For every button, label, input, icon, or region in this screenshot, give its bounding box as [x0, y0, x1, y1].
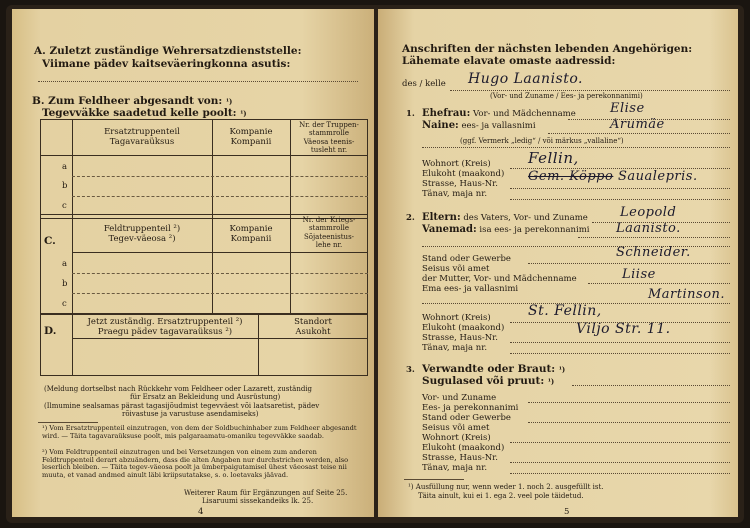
table-c-row-b: b — [62, 279, 68, 289]
s1-strasse-value: Gem. Köppo Saualepris. — [528, 169, 698, 184]
s2-tanav-label: Tänav, maja nr. — [422, 343, 488, 353]
s2-strasse-label: Strasse, Haus-Nr. — [422, 333, 498, 343]
section-2-value-1: Leopold — [620, 205, 677, 220]
s3-tanav-label: Tänav, maja nr. — [422, 463, 488, 473]
footnote-3: Weiterer Raum für Ergänzungen auf Seite 25. — [184, 489, 348, 497]
s3-strasse-label: Strasse, Haus-Nr. — [422, 453, 498, 463]
s3-seisus-label: Seisus või amet — [422, 423, 490, 433]
section-a-line — [38, 81, 358, 82]
table-b-col1: Ersatztruppenteil Tagavaraüksus — [104, 127, 180, 147]
section-2-et: Vanemad: isa ees- ja perekonnanimi — [422, 224, 590, 235]
footnote-1: ¹) Vom Ersatztruppenteil einzutragen, von dem der Soldbuchinhaber zum Feldheer abgesandt wird. — Täita tagavaraüksuse poolt, mis palgaraamatu-omaniku tegevväkke saadab. — [42, 424, 357, 440]
table-d-col1: Jetzt zuständig. Ersatztruppenteil ²) Praegu pädev tagavaraüksus ²) — [87, 317, 243, 337]
section-b-title-de: B. Zum Feldheer abgesandt von: ¹) — [32, 95, 233, 107]
section-1-value-2: Arumäe — [610, 117, 665, 132]
s2-seisus-label: Seisus või amet — [422, 264, 490, 274]
s2-strasse-value: Viljo Str. 11. — [576, 321, 671, 337]
des-kelle-label: des / kelle — [402, 79, 446, 89]
section-2-number: 2. — [406, 213, 415, 223]
s3-vorzu-label: Vor- und Zuname — [422, 393, 497, 403]
right-footnote-1: ¹) Ausfüllung nur, wenn weder 1. noch 2. ausgefüllt ist. — [408, 483, 604, 491]
s3-stand-label: Stand oder Gewerbe — [422, 413, 511, 423]
section-1-de: Ehefrau: Vor- und Mädchenname — [422, 108, 576, 119]
s2-stand-label: Stand oder Gewerbe — [422, 254, 511, 264]
s1-tanav-label: Tänav, maja nr. — [422, 189, 488, 199]
footnote-4: Lisaruumi sissekandeiks lk. 25. — [202, 497, 314, 505]
section-a-title-de: A. Zuletzt zuständige Wehrersatzdienststelle: — [34, 45, 302, 57]
section-b-title-et: Tegevväkke saadetud kelle poolt: ¹) — [42, 107, 247, 119]
page-number-left: 4 — [198, 507, 204, 517]
s2-wohnort-label: Wohnort (Kreis) — [422, 313, 491, 323]
s2-elukoht-label: Elukoht (maakond) — [422, 323, 505, 333]
table-b-row-c: c — [62, 201, 67, 211]
s2-mutter-value-1: Liise — [622, 267, 656, 282]
s3-wohnort-label: Wohnort (Kreis) — [422, 433, 491, 443]
table-c-col2: Kompanie Kompanii — [229, 224, 273, 244]
table-b-col2: Kompanie Kompanii — [229, 127, 273, 147]
s1-elukoht-label: Elukoht (maakond) — [422, 169, 505, 179]
s1-wohnort-value: Fellin, — [528, 149, 579, 167]
right-footnote-2: Täita ainult, kui ei 1. ega 2. veel pole täidetud. — [418, 492, 584, 500]
table-b-row-a: a — [62, 162, 68, 172]
right-title-et: Lähemate elavate omaste aadressid: — [402, 55, 616, 67]
section-1-number: 1. — [406, 109, 415, 119]
note-line-1: (Meldung dortselbst nach Rückkehr vom Feldheer oder Lazarett, zuständig — [44, 385, 313, 393]
s3-elukoht-label: Elukoht (maakond) — [422, 443, 505, 453]
section-c-letter: C. — [44, 235, 56, 247]
note-line-2: für Ersatz an Bekleidung und Ausrüstung) — [130, 393, 281, 401]
page-right — [378, 9, 738, 517]
table-b-row-b: b — [62, 181, 68, 191]
s3-eesper-label: Ees- ja perekonnanimi — [422, 403, 519, 413]
right-title-de: Anschriften der nächsten lebenden Angehörigen: — [402, 43, 693, 55]
section-3-de: Verwandte oder Braut: ¹) — [422, 363, 566, 375]
vor-zuname-caption: (Vor- und Zuname / Ees- ja perekonnanimi) — [490, 92, 643, 100]
s1-wohnort-label: Wohnort (Kreis) — [422, 159, 491, 169]
page-number-right: 5 — [564, 507, 570, 517]
s2-wohnort-value: St. Fellin, — [528, 303, 602, 319]
table-c-col3: Nr. der Kriegs- stammrolle Sõjateenistus- lehe nr. — [302, 216, 356, 250]
table-c-row-a: a — [62, 259, 68, 269]
section-2-de: Eltern: des Vaters, Vor- und Zuname — [422, 212, 588, 223]
table-d-col2: Standort Asukoht — [294, 317, 332, 337]
s2-mutter-value-2: Martinson. — [648, 287, 726, 302]
footnote-2: ²) Vom Feldtruppenteil einzutragen und bei Versetzungen von einem zum anderen Feldtruppenteil derart abzuändern, dass die alten Angaben nur durchstrichen werden, also leserlich bleiben. — Täita tegev-väeosa poolt ja ümberpaigutamisel ühest väeosast teise nii muuta, et vanad andmed ainult läbi kriipsutatakse, s. o. loetavaks jäävad. — [42, 448, 349, 479]
s1-strasse-label: Strasse, Haus-Nr. — [422, 179, 498, 189]
s2-mutter-label: der Mutter, Vor- und Mädchenname — [422, 274, 577, 284]
section-a-title-et: Viimane pädev kaitseväeringkonna asutis: — [42, 58, 291, 70]
section-2-value-2: Laanisto. — [616, 221, 681, 236]
note-line-4: rõivastuse ja varustuse asendamiseks) — [122, 410, 259, 418]
note-line-3: (Ilmumine sealsamas pärast tagasijõudmist tegevväest või laatsaretist, pädev — [44, 402, 320, 410]
section-1-et: Naine: ees- ja vallasnimi — [422, 120, 536, 131]
section-1-note: (ggf. Vermerk „ledig“ / või märkus „vallaline“) — [460, 137, 624, 145]
section-d-letter: D. — [44, 325, 57, 337]
table-c-col1: Feldtruppenteil ²) Tegev-väeosa ²) — [103, 224, 181, 244]
table-b-col3: Nr. der Truppen- stammrolle Väeosa teenis- tusleht nr. — [299, 121, 359, 155]
section-3-number: 3. — [406, 365, 415, 375]
section-1-value-1: Elise — [610, 101, 645, 116]
s2-ema-label: Ema ees- ja vallasnimi — [422, 284, 519, 294]
passbook-spread — [6, 5, 744, 523]
page-left — [12, 9, 374, 517]
des-kelle-value: Hugo Laanisto. — [468, 71, 583, 87]
s2-stand-value: Schneider. — [616, 245, 691, 260]
section-3-et: Sugulased või pruut: ¹) — [422, 375, 555, 387]
table-c-row-c: c — [62, 299, 67, 309]
